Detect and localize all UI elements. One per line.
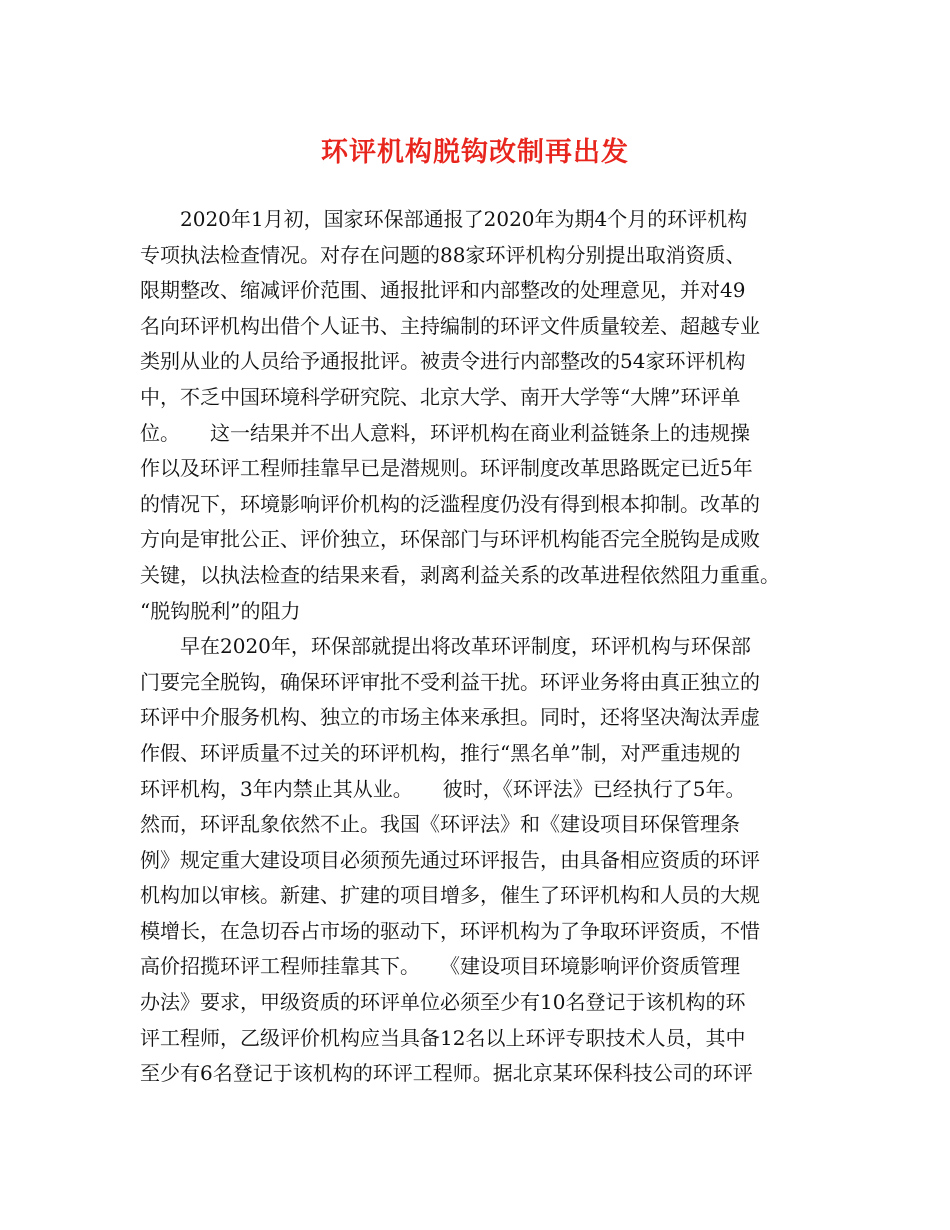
text-line: 例》规定重大建设项目必须预先通过环评报告，由具备相应资质的环评 — [140, 847, 760, 872]
text-line: 专项执法检查情况。对存在问题的88家环评机构分别提出取消资质、 — [140, 242, 746, 267]
document-title: 环评机构脱钩改制再出发 — [321, 137, 629, 168]
text-line: 的情况下，环境影响评价机构的泛滥程度仍没有得到根本抑制。改革的 — [140, 491, 760, 516]
text-line: 办法》要求，甲级资质的环评单位必须至少有10名登记于该机构的环 — [140, 990, 746, 1015]
text-line: 中，不乏中国环境科学研究院、北京大学、南开大学等“大牌”环评单 — [140, 384, 741, 409]
text-line: 至少有6名登记于该机构的环评工程师。据北京某环保科技公司的环评 — [140, 1061, 753, 1086]
text-line: 作以及环评工程师挂靠早已是潜规则。环评制度改革思路既定已近5年 — [140, 456, 753, 481]
text-line: “脱钩脱利”的阻力 — [140, 598, 301, 623]
text-line: 2020年1月初，国家环保部通报了2020年为期4个月的环评机构 — [140, 207, 748, 231]
text-line: 作假、环评质量不过关的环评机构，推行“黑名单”制，对严重违规的 — [140, 740, 741, 765]
text-line: 高价招揽环评工程师挂靠其下。 《建设项目环境影响评价资质管理 — [140, 954, 740, 979]
text-line: 限期整改、缩减评价范围、通报批评和内部整改的处理意见，并对49 — [140, 278, 746, 303]
text-line: 名向环评机构出借个人证书、主持编制的环评文件质量较差、超越专业 — [140, 313, 760, 338]
text-line: 早在2020年，环保部就提出将改革环评制度，环评机构与环保部 — [140, 634, 751, 659]
text-line: 机构加以审核。新建、扩建的项目增多，催生了环评机构和人员的大规 — [140, 883, 760, 908]
document-body — [140, 202, 830, 1092]
text-line: 类别从业的人员给予通报批评。被责令进行内部整改的54家环评机构 — [140, 349, 746, 374]
text-line: 环评中介服务机构、独立的市场主体来承担。同时，还将坚决淘汰弄虚 — [140, 705, 760, 730]
text-line: 环评机构，3年内禁止其从业。 彼时，《环评法》已经执行了5年。 — [140, 776, 746, 801]
text-line: 评工程师，乙级评价机构应当具备12名以上环评专职技术人员，其中 — [140, 1025, 746, 1050]
text-line: 模增长，在急切吞占市场的驱动下，环评机构为了争取环评资质，不惜 — [140, 918, 760, 943]
text-line: 位。 这一结果并不出人意料，环评机构在商业利益链条上的违规操 — [140, 420, 750, 445]
text-line: 然而，环评乱象依然不止。我国《环评法》和《建设项目环保管理条 — [140, 812, 740, 837]
text-line: 方向是审批公正、评价独立，环保部门与环评机构能否完全脱钩是成败 — [140, 527, 760, 552]
text-line: 关键，以执法检查的结果来看，剥离利益关系的改革进程依然阻力重重。 — [140, 562, 780, 587]
text-line: 门要完全脱钩，确保环评审批不受利益干扰。环评业务将由真正独立的 — [140, 669, 760, 694]
